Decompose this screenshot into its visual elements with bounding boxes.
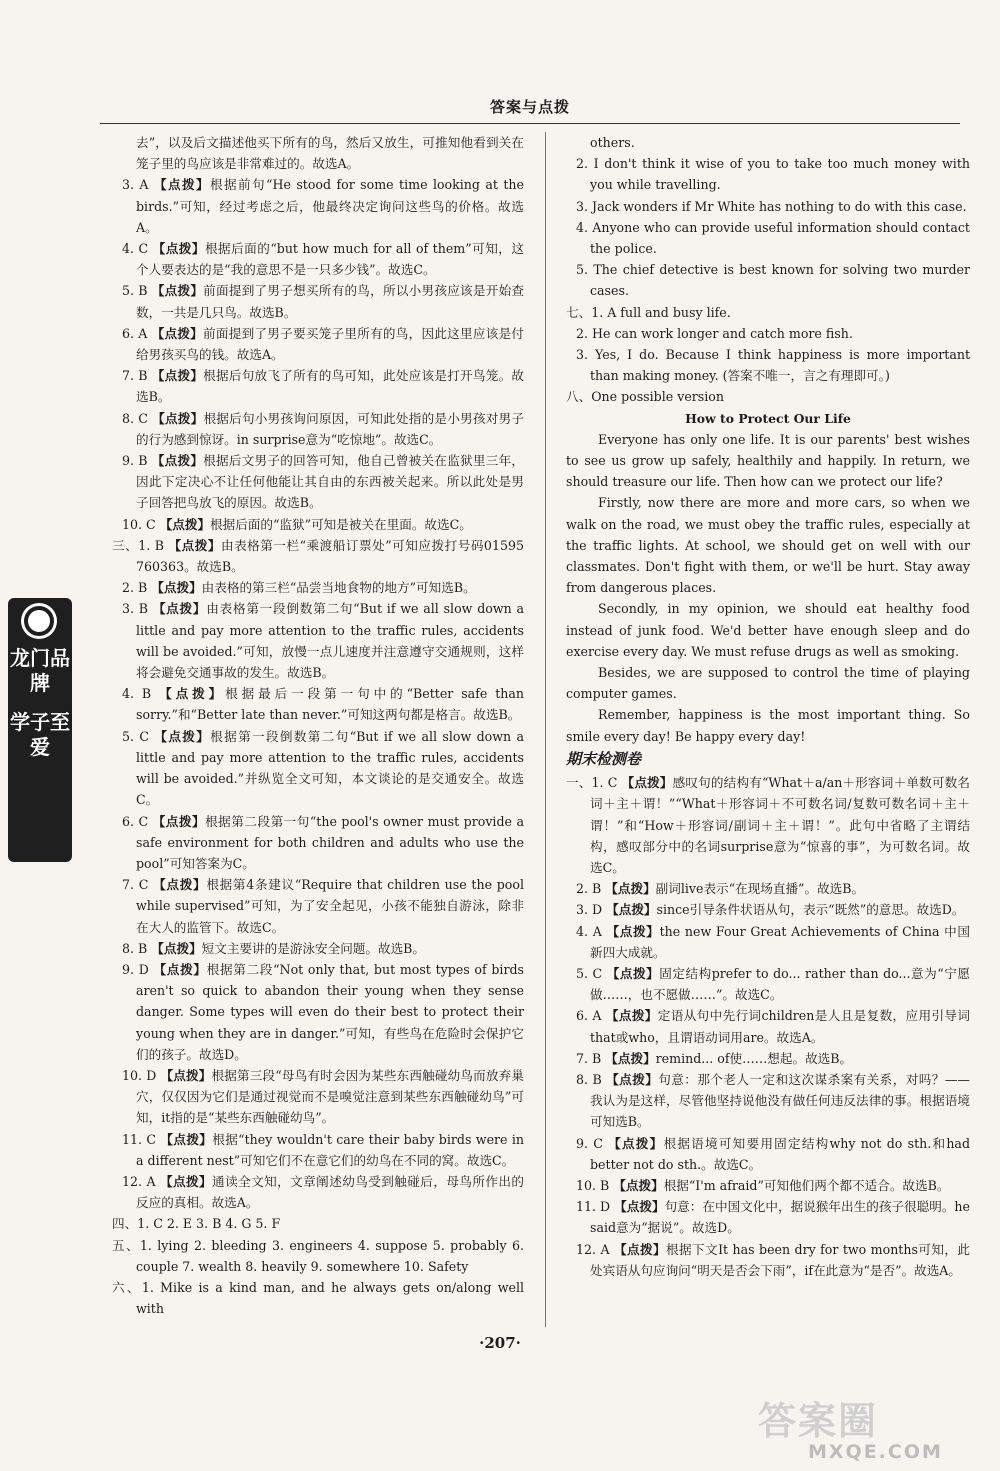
hint-tag: 【点拨】 [608,1135,664,1151]
hint-tag: 【点拨】 [605,1050,656,1066]
answer-number: 8. B [576,1071,607,1087]
hint-tag: 【点拨】 [151,283,204,299]
answer-number: 2. B [576,881,606,897]
answer-item [566,302,970,323]
answer-text: 根据第三段“母鸟有时会因为某些东西触碰幼鸟而放弃巢穴，仅仅因为它们是通过视觉而不是嗅觉注意到某些东西触碰幼鸟”可知，it指的是“某些东西触碰幼鸟”。 [136,1067,524,1126]
hint-tag: 【点拨】 [606,902,657,918]
answer-item [112,323,524,365]
answer-item [112,874,524,938]
answer-text: 固定结构prefer to do... rather than do...意为“宁愿做……，也不愿做……”。故选C。 [590,965,970,1003]
answer-number: 12. A [576,1241,614,1257]
hint-tag: 【点拨】 [152,410,204,426]
answer-number: 4. A [576,923,607,939]
essay-title: How to Protect Our Life [685,410,851,426]
answer-number: 7. C [122,877,154,893]
essay-paragraph: Secondly, in my opinion, we should eat healthy food instead of junk food. We'd better have enough sleep and do exercise every day. We must refuse drugs as well as smoking. [566,601,970,659]
answer-number: 4. C [122,241,153,257]
answer-text: remind... of使……想起。故选B。 [655,1050,853,1066]
answer-number: 3. B [122,601,153,617]
answer-text: 句意：那个老人一定和这次谋杀案有关系，对吗？——我认为是这样，尽管他坚持说他没有做任何违反法律的事。根据语境可知选B。 [590,1071,971,1130]
answer-item [112,408,524,450]
hint-tag: 【点拨】 [168,537,221,553]
answer-text: 根据语境可知要用固定结构why not do sth.和had better not do sth.。故选C。 [590,1135,970,1172]
answer-text: 根据后文男子的回答可知，他自己曾被关在监狱里三年，因此下定决心不让任何他能让其自由的东西被关起来。所以此处是男子回答把鸟放飞的原因。故选B。 [136,453,524,511]
essay-paragraph: Everyone has only one life. It is our parents' best wishes to see us grow up safely, healthily and happily. In return, we should treasure our life. Then how can we protect our life? [566,431,970,490]
answer-text: 2. I don't think it wise of you to take too much money with you while travelling. [576,156,970,193]
answer-item [112,938,524,959]
answer-item [566,963,970,1005]
answer-text: 根据第二段“Not only that, but most types of birds aren't so quick to abandon their young when they sense danger. Some types will even do their best to protect their young when they are in danger.”可知，有些鸟在危险时会保护它们的孩子。故选D。 [136,961,524,1062]
answer-item [566,217,970,259]
answer-item [112,598,524,683]
answer-text: 根据前句“He stood for some time looking at the birds.”可知，经过考虑之后，他最终决定询问这些鸟的价格。故选A。 [136,177,524,235]
essay-paragraph: Firstly, now there are more and more cars, so when we walk on the road, we must obey the traffic rules, especially at the traffic lights. At school, we should get on well with our classmates. Don't fight with them, or we'll be hurt. Stay away from dangerous places. [566,495,970,596]
answer-item [566,344,970,386]
answer-text: 2. He can work longer and catch more fish. [576,325,853,341]
hint-tag: 【点拨】 [613,1241,667,1257]
left-column [112,132,524,1319]
hint-tag: 【点拨】 [605,1008,658,1024]
answer-item [566,921,970,963]
answer-text: 根据第一段倒数第二句“But if we all slow down a little and pay more attention to the traffic rules, accidents will be avoided.”并纵览全文可知，本文谈论的是交通安全。故选C。 [136,728,525,808]
answer-text: 四、1. C 2. E 3. B 4. G 5. F [112,1216,281,1232]
hint-tag: 【点拨】 [151,940,202,956]
answer-text: others. [590,135,635,150]
answer-text: 4. Anyone who can provide useful information should contact the police. [576,219,970,257]
answer-text: 副词live表示“在现场直播”。故选B。 [655,881,865,897]
answer-item [112,577,524,598]
answer-item [566,878,970,899]
answer-item [566,196,970,217]
hint-tag: 【点拨】 [154,728,211,744]
answer-text: 根据下文It has been dry for two months可知，此处宾语从句应询问“明天是否会下雨”，if在此意为“是否”。故选A。 [590,1241,970,1278]
answer-number: 9. D [122,961,154,977]
answer-item [112,535,524,577]
final-exam-items [566,772,970,1281]
answer-text: 前面提到了男子要买笼子里所有的鸟，因此这里应该是付给男孩买鸟的钱。故选A。 [136,325,525,363]
answer-text: 前面提到了男子想买所有的鸟，所以小男孩应该是开始查数，一共是几只鸟。故选B。 [136,283,524,320]
page-header [100,96,960,126]
hint-tag: 【点拨】 [153,961,207,977]
answer-item [112,365,524,407]
answer-number: 一、1. C [566,775,622,791]
right-column [566,132,970,1281]
answer-item [112,1171,524,1213]
badge-line-2: 学子至爱 [10,710,70,759]
answer-item [566,1069,970,1133]
answer-text: 五、1. lying 2. bleeding 3. engineers 4. suppose 5. probably 6. couple 7. wealth 8. heavily 9. somewhere 10. Safety [112,1237,524,1274]
answer-text: 由表格第一栏“乘渡船订票处”可知应拨打号码01595 760363。故选B。 [136,537,524,575]
answer-item [112,1213,524,1234]
hint-tag: 【点拨】 [606,923,660,939]
hint-tag: 【点拨】 [152,601,207,617]
answer-item [566,153,970,195]
answer-item [566,1048,970,1069]
hint-tag: 【点拨】 [606,1071,659,1087]
answer-number: 5. C [576,965,607,981]
answer-item [566,1239,970,1281]
answer-item [112,959,524,1065]
answer-text: the new Four Great Achievements of China 中国新四大成就。 [590,923,971,960]
answer-text: 根据第4条建议“Require that children use the pool while supervised”可知，为了安全起见，小孩不能独自游泳，除非在大人的监管下。故选C。 [136,877,524,935]
answer-text: 根据后面的“监狱”可知是被关在里面。故选C。 [210,516,472,532]
header-rule [100,123,960,124]
answer-item [112,1129,524,1171]
hint-tag: 【点拨】 [160,1067,212,1083]
hint-tag: 【点拨】 [621,775,673,791]
answer-number: 9. C [576,1135,609,1151]
answer-number: 6. C [122,813,153,829]
answer-text: 感叹句的结构有“What＋a/an＋形容词＋单数可数名词＋主＋谓！”“What＋形容词＋不可数名词/复数可数名词＋主＋谓！”和“How＋形容词/副词＋主＋谓！”。此句中省略了主谓结构，感叹部分中的名词surprise意为“惊喜的事”，为可数名词。故选C。 [590,775,970,875]
right-top-answers [566,132,970,408]
answer-number: 11. D [576,1199,615,1215]
brand-side-badge [8,598,72,862]
hint-tag: 【点拨】 [159,686,226,702]
hint-tag: 【点拨】 [151,325,204,341]
answer-text: 根据第二段第一句“the pool's owner must provide a safe environment for both children and adults who use the pool”可知答案为C。 [136,813,524,871]
answer-number: 5. C [122,728,155,744]
answer-item [566,132,970,153]
hint-tag: 【点拨】 [613,1177,664,1193]
answer-text: 通读全文知，文章阐述幼鸟受到触碰后，母鸟所作出的反应的真相。故选A。 [136,1173,524,1211]
answer-number: 8. B [122,940,152,956]
answer-item [112,132,524,174]
watermark-logo [758,1400,988,1464]
answer-item [112,174,524,238]
answer-number: 5. B [122,283,152,299]
badge-line-1: 龙门品牌 [10,646,70,695]
answer-text: 5. The chief detective is best known for solving two murder cases. [576,262,970,299]
answer-item [566,1005,970,1047]
answer-text: 由表格第一段倒数第二句“But if we all slow down a little and pay more attention to the traffic rules, accidents will be avoided.”可知，放慢一点儿速度并注意遵守交通规则，这样将会避免交通事故的发生。故选B。 [136,601,525,681]
column-divider [545,132,546,1327]
answer-text: 句意：在中国文化中，据说猴年出生的孩子很聪明。he said意为“据说”。故选D。 [590,1199,970,1236]
answer-item [112,514,524,535]
answer-text: 3. Jack wonders if Mr White has nothing to do with this case. [576,198,967,214]
answer-item [112,811,524,875]
essay-paragraph: Remember, happiness is the most important thing. So smile every day! Be happy every day! [566,707,970,744]
hint-tag: 【点拨】 [159,516,211,532]
answer-item [566,386,970,407]
badge-circle-icon [24,606,54,636]
answer-number: 4. B [122,686,160,702]
answer-number: 7. B [576,1050,606,1066]
answer-text: 根据后句小男孩询问原因，可知此处指的是小男孩对男子的行为感到惊讶。in surprise意为“吃惊地”。故选C。 [136,410,525,447]
header-title: 答案与点拨 [489,98,570,116]
answer-text: 3. Yes, I do. Because I think happiness is more important than making money. (答案不唯一，言之有理即可。) [576,347,970,384]
answer-text: 短文主要讲的是游泳安全问题。故选B。 [201,940,426,956]
answer-text: 根据“I'm afraid”可知他们两个都不适合。故选B。 [663,1177,950,1193]
answer-item [112,450,524,514]
answer-number: 10. D [122,1067,161,1083]
answer-number: 6. A [576,1008,606,1024]
answer-item [112,726,524,811]
answer-text: 七、1. A full and busy life. [566,304,731,320]
watermark-bottom: MXQE.COM [808,1441,943,1463]
hint-tag: 【点拨】 [605,881,656,897]
answer-number: 三、1. B [112,537,169,553]
answer-number: 11. C [122,1131,161,1147]
hint-tag: 【点拨】 [151,453,204,469]
hint-tag: 【点拨】 [151,580,202,596]
answer-item [566,323,970,344]
answer-text: 根据最后一段第一句中的“Better safe than sorry.”和“Better late than never.”可知这两句都是格言。故选B。 [136,686,525,723]
answer-text: 根据后句放飞了所有的鸟可知，此处应该是打开鸟笼。故选B。 [136,368,524,405]
answer-text: 六、1. Mike is a kind man, and he always gets on/along well with [112,1279,524,1317]
hint-tag: 【点拨】 [153,877,207,893]
answer-item [566,772,970,878]
page-number: ·207· [479,1334,521,1352]
hint-tag: 【点拨】 [159,1173,213,1189]
answer-number: 3. D [576,902,607,918]
answer-item [112,1277,524,1319]
essay-paragraph: Besides, we are supposed to control the time of playing computer games. [566,665,970,702]
answer-item [112,683,524,725]
hint-tag: 【点拨】 [152,813,206,829]
answer-number: 8. C [122,410,153,426]
answer-number: 2. B [122,580,152,596]
answer-item [566,1175,970,1196]
badge-text [8,646,72,760]
essay-body [566,429,970,747]
answer-text: 八、One possible version [566,389,724,405]
hint-tag: 【点拨】 [160,1131,213,1147]
answer-item [112,1065,524,1129]
answer-number: 10. B [576,1177,614,1193]
hint-tag: 【点拨】 [151,368,204,384]
final-exam-heading: 期末检测卷 [566,749,642,768]
hint-tag: 【点拨】 [606,965,660,981]
answer-text: since引导条件状语从句，表示“既然”的意思。故选D。 [656,902,965,918]
hint-tag: 【点拨】 [152,241,205,257]
answer-number: 9. B [122,453,152,469]
answer-item [112,1235,524,1277]
answer-text: 根据“they wouldn't care their baby birds were in a different nest”可知它们不在意它们的幼鸟在不同的窝。故选C。 [136,1131,525,1168]
answer-number: 6. A [122,325,152,341]
answer-text: 定语从句中先行词children是人且是复数，应用引导词that或who，且谓语动词用are。故选A。 [590,1008,970,1045]
answer-item [566,1196,970,1238]
answer-number: 10. C [122,516,160,532]
answer-text: 由表格的第三栏“品尝当地食物的地方”可知选B。 [201,580,476,596]
answer-item [112,280,524,322]
answer-number: 3. A [122,177,154,193]
answer-number: 7. B [122,368,152,384]
answer-item [566,259,970,301]
answer-item [566,1133,970,1175]
answer-text: 去”，以及后文描述他买下所有的鸟，然后又放生，可推知他看到关在笼子里的鸟应该是非常难过的。故选A。 [136,135,524,172]
answer-text: 根据后面的“but how much for all of them”可知，这个人要表达的是“我的意思不是一只多少钱”。故选C。 [136,241,524,278]
answer-item [566,899,970,920]
hint-tag: 【点拨】 [153,177,210,193]
answer-number: 12. A [122,1173,160,1189]
watermark-top: 答案圈 [758,1399,879,1443]
hint-tag: 【点拨】 [614,1199,665,1215]
answer-item [112,238,524,280]
